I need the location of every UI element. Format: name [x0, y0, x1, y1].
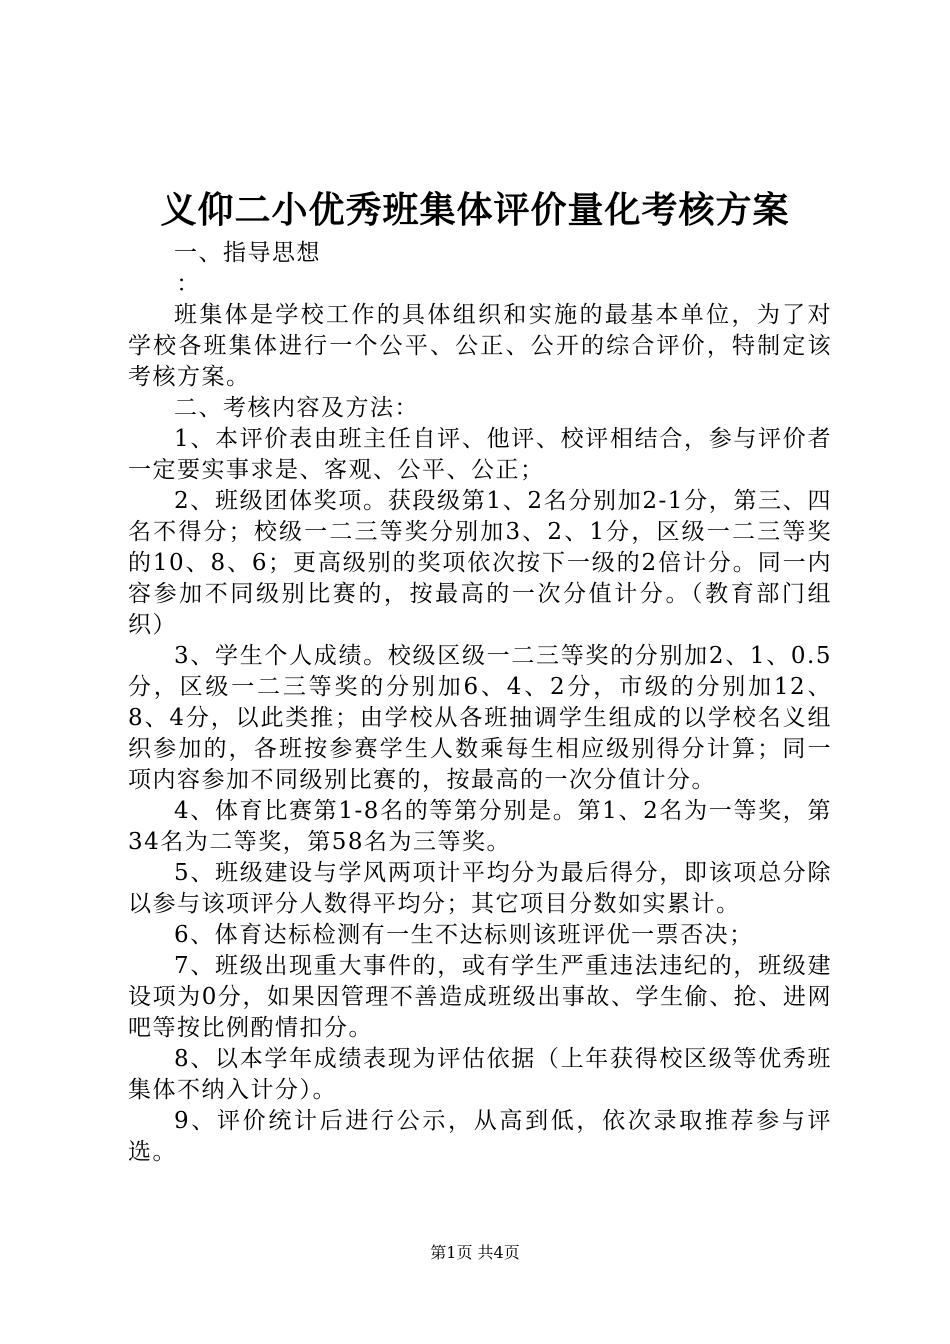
rule-item-8: 8、以本学年成绩表现为评估依据（上年获得校区级等优秀班集体不纳入计分）。	[128, 1046, 832, 1103]
rule-item-2: 2、班级团体奖项。获段级第1、2名分别加2-1分，第三、四名不得分；校级一二三等奖分别加3、2、1分，区级一二三等奖的10、8、6；更高级别的奖项依次按下一级的2倍计分。同一内容参加不同级别比赛的，按最高的一次分值计分。（教育部门组织）	[128, 488, 832, 638]
page-number-footer: 第1页 共4页	[430, 1243, 520, 1262]
rule-item-6: 6、体育达标检测有一生不达标则该班评优一票否决；	[174, 922, 754, 948]
rule-item-9: 9、评价统计后进行公示，从高到低，依次录取推荐参与评选。	[128, 1108, 832, 1165]
rule-item-1: 1、本评价表由班主任自评、他评、校评相结合，参与评价者一定要实事求是、客观、公平、公正；	[128, 426, 832, 483]
rule-item-3: 3、学生个人成绩。校级区级一二三等奖的分别加2、1、0.5分，区级一二三等奖的分别加6、4、2分，市级的分别加12、8、4分，以此类推；由学校从各班抽调学生组成的以学校名义组织参加的，各班按参赛学生人数乘每生相应级别得分计算；同一项内容参加不同级别比赛的，按最高的一次分值计分。	[128, 643, 832, 793]
rule-item-5: 5、班级建设与学风两项计平均分为最后得分，即该项总分除以参与该项评分人数得平均分；其它项目分数如实累计。	[128, 860, 832, 917]
paragraph-intro: 班集体是学校工作的具体组织和实施的最基本单位，为了对学校各班集体进行一个公平、公正、公开的综合评价，特制定该考核方案。	[128, 302, 832, 390]
section-heading-content-methods: 二、考核内容及方法：	[174, 395, 419, 421]
section-heading-guiding-thought: 一、指导思想	[174, 240, 321, 266]
document-title: 义仰二小优秀班集体评价量化考核方案	[160, 189, 790, 231]
document-body	[128, 238, 832, 1168]
rule-item-4: 4、体育比赛第1-8名的等第分别是。第1、2名为一等奖，第34名为二等奖，第58名为三等奖。	[128, 798, 832, 855]
colon-line: ：	[176, 271, 201, 297]
rule-item-7: 7、班级出现重大事件的，或有学生严重违法违纪的，班级建设项为0分，如果因管理不善造成班级出事故、学生偷、抢、进网吧等按比例酌情扣分。	[128, 953, 832, 1041]
